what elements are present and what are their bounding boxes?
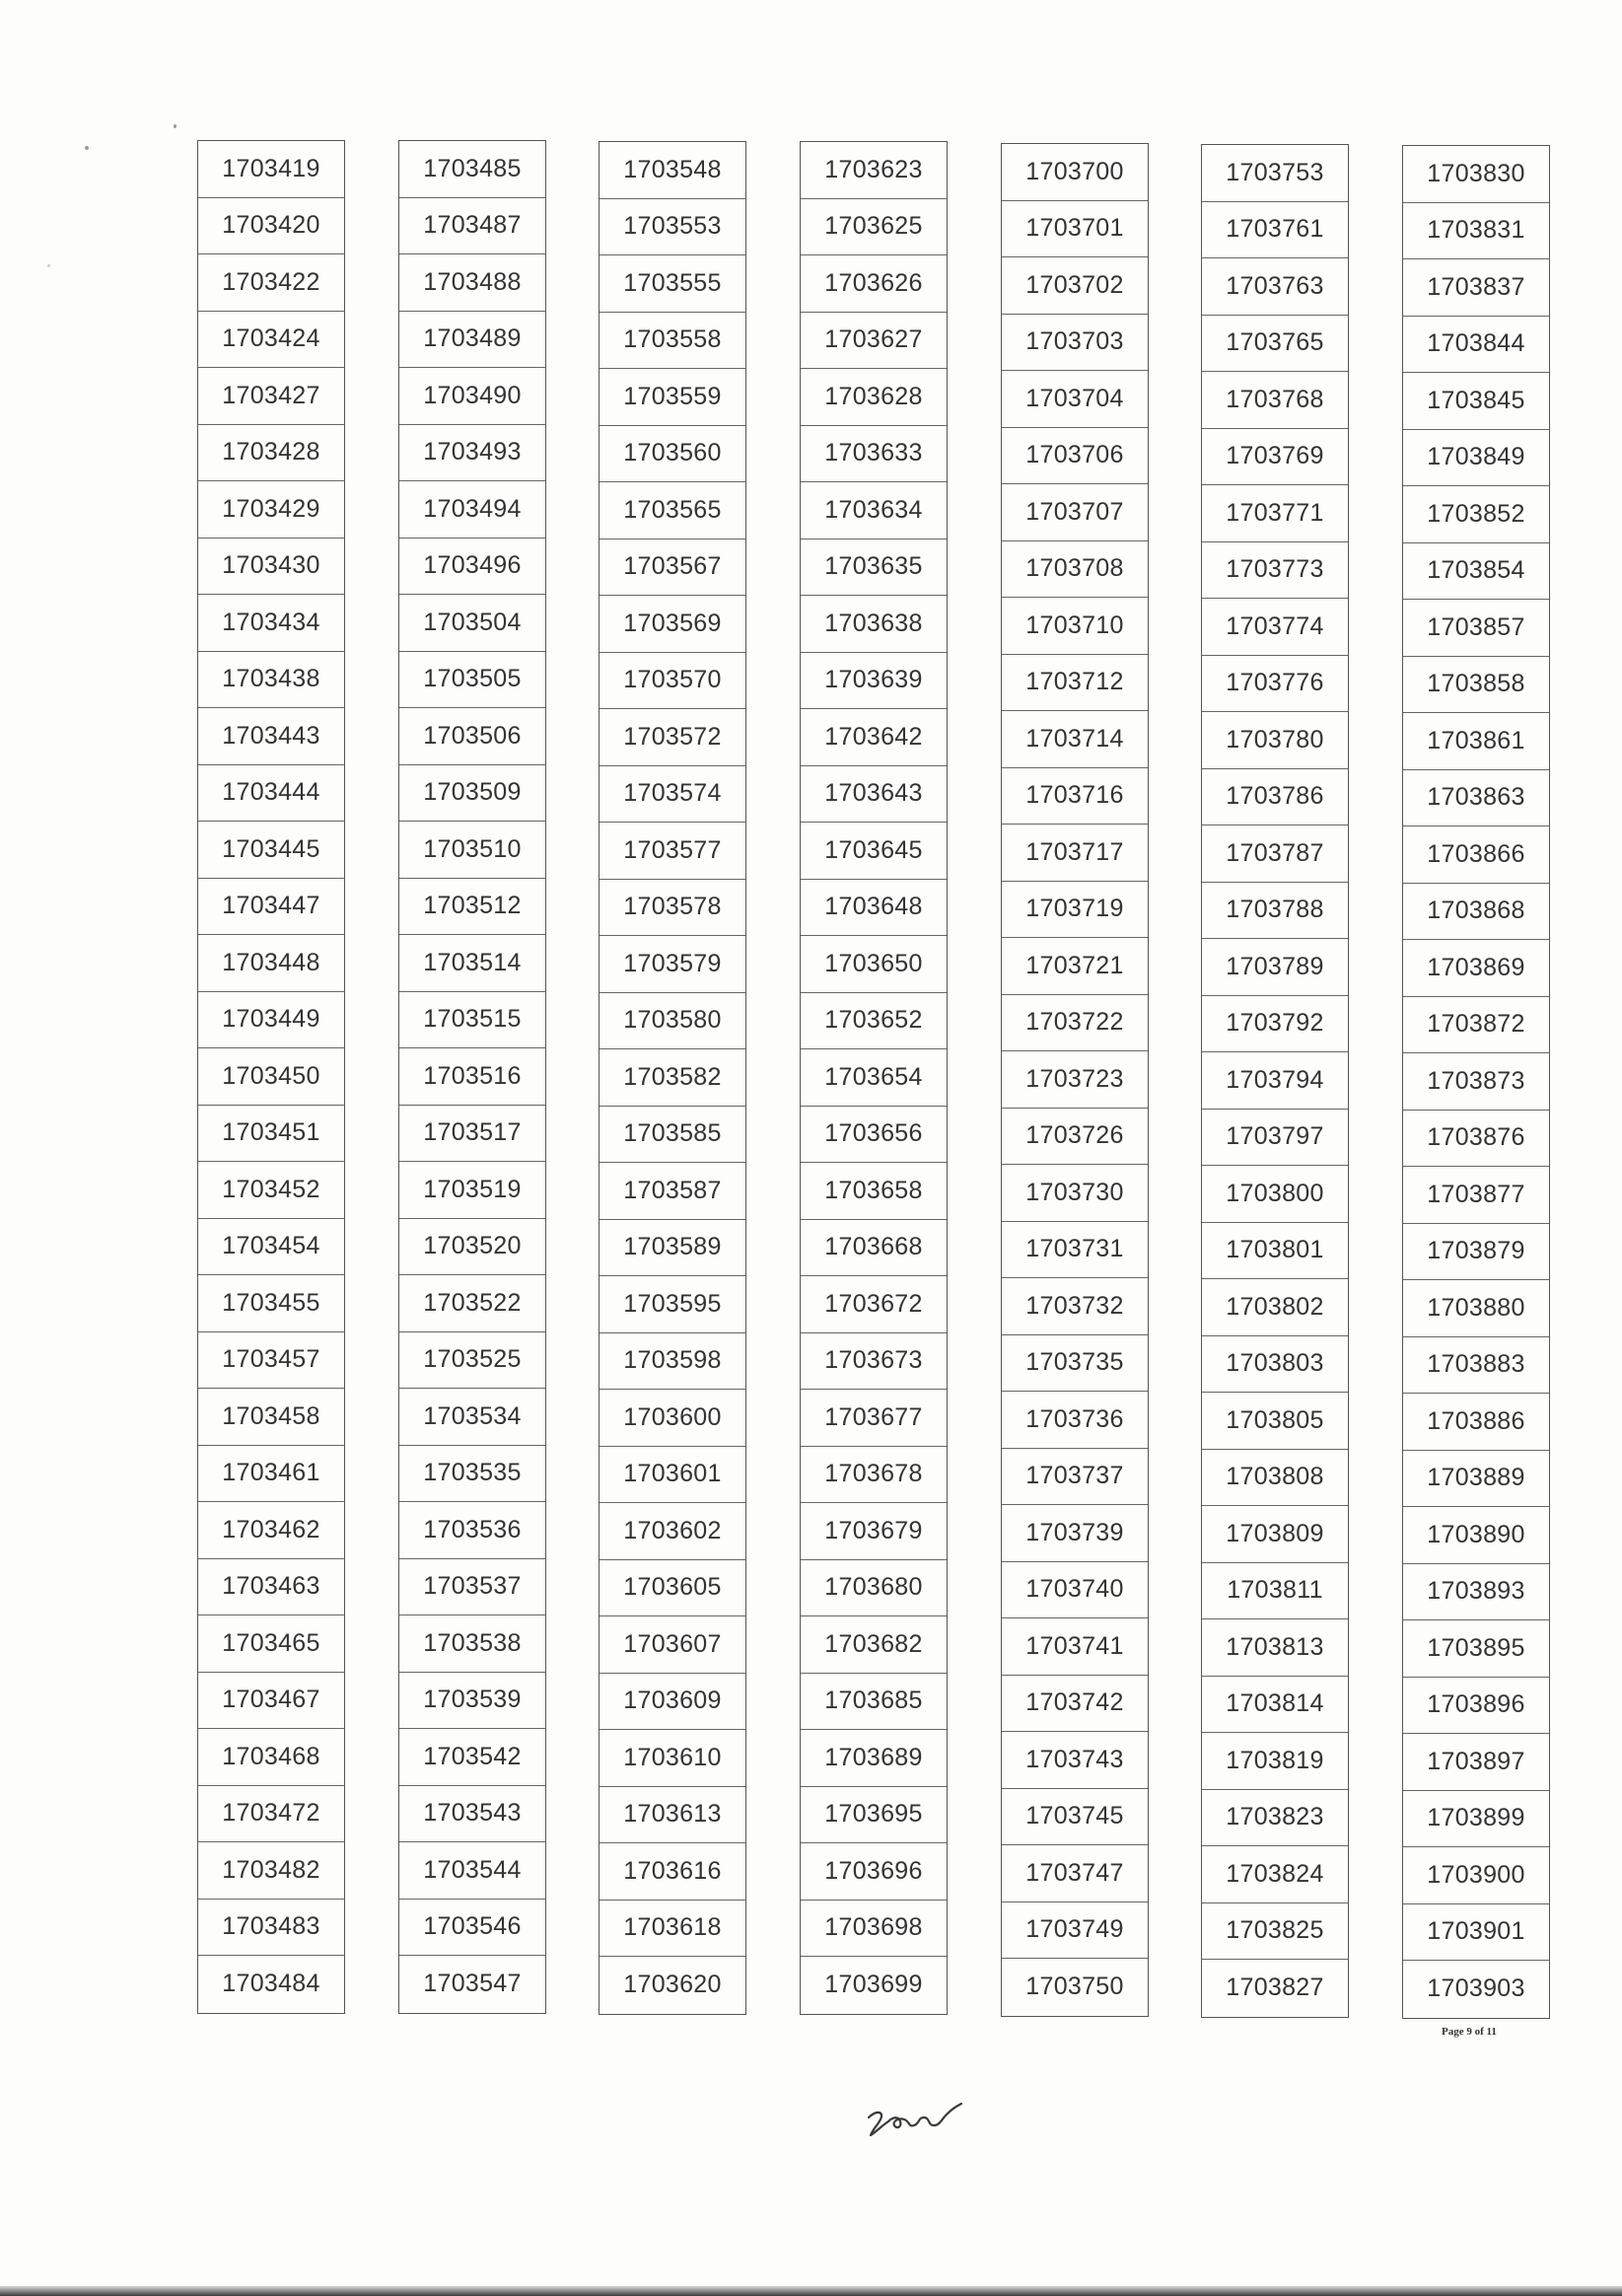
roll-number-cell: 1703710	[1002, 598, 1148, 655]
roll-number-cell: 1703569	[599, 596, 745, 653]
roll-number-cell: 1703719	[1002, 882, 1148, 939]
roll-number-cell: 1703707	[1002, 484, 1148, 541]
roll-number-cell: 1703873	[1403, 1053, 1549, 1111]
roll-number-cell: 1703645	[801, 823, 947, 880]
roll-number-cell: 1703805	[1202, 1393, 1348, 1450]
roll-number-cell: 1703737	[1002, 1449, 1148, 1506]
roll-number-cell: 1703849	[1403, 430, 1549, 487]
roll-number-cell: 1703708	[1002, 541, 1148, 599]
roll-number-cell: 1703627	[801, 313, 947, 370]
roll-number-cell: 1703510	[399, 822, 545, 879]
roll-number-cell: 1703695	[801, 1787, 947, 1844]
roll-number-cell: 1703741	[1002, 1618, 1148, 1676]
roll-number-cell: 1703610	[599, 1730, 745, 1787]
roll-number-cell: 1703787	[1202, 825, 1348, 883]
roll-number-cell: 1703721	[1002, 938, 1148, 995]
roll-number-cell: 1703809	[1202, 1506, 1348, 1563]
roll-number-cell: 1703903	[1427, 1974, 1525, 2003]
roll-number-cell: 1703678	[801, 1447, 947, 1504]
roll-number-cell: 1703643	[801, 766, 947, 824]
roll-number-cell: 1703827	[1226, 1973, 1324, 2002]
roll-number-cell: 1703449	[198, 992, 344, 1049]
roll-number-cell: 1703730	[1002, 1165, 1148, 1222]
roll-number-cell: 1703448	[198, 935, 344, 992]
roll-number-cell: 1703837	[1403, 259, 1549, 317]
roll-number-cell: 1703861	[1403, 713, 1549, 770]
roll-number-cell: 1703578	[599, 880, 745, 937]
roll-column-3	[599, 141, 746, 2015]
roll-number-cell: 1703577	[599, 823, 745, 880]
roll-number-cell: 1703749	[1002, 1902, 1148, 1960]
roll-number-cell: 1703553	[599, 199, 745, 256]
roll-number-cell: 1703504	[399, 595, 545, 652]
roll-column-7	[1402, 145, 1550, 2019]
roll-number-cell: 1703547	[423, 1970, 522, 1998]
roll-number-cell: 1703814	[1202, 1677, 1348, 1734]
roll-number-cell: 1703572	[599, 709, 745, 766]
roll-number-cell: 1703701	[1002, 201, 1148, 258]
roll-column-1	[197, 140, 345, 2014]
roll-number-cell: 1703634	[801, 482, 947, 539]
signature	[863, 2096, 971, 2145]
roll-number-cell: 1703558	[599, 313, 745, 370]
roll-number-cell: 1703823	[1202, 1790, 1348, 1847]
roll-number-cell: 1703717	[1002, 825, 1148, 882]
roll-number-cell: 1703788	[1202, 883, 1348, 940]
page-number: Page 9 of 11	[1442, 2026, 1497, 2038]
roll-number-cell: 1703487	[399, 198, 545, 255]
roll-number-cell: 1703652	[801, 993, 947, 1050]
roll-number-cell: 1703763	[1202, 258, 1348, 316]
roll-number-cell: 1703650	[801, 936, 947, 993]
roll-number-cell: 1703618	[599, 1901, 745, 1958]
roll-number-cell: 1703883	[1403, 1337, 1549, 1395]
roll-number-cell: 1703897	[1403, 1734, 1549, 1791]
roll-number-cell: 1703896	[1403, 1678, 1549, 1735]
roll-number-cell: 1703598	[599, 1333, 745, 1391]
roll-number-cell: 1703679	[801, 1503, 947, 1560]
roll-number-cell: 1703703	[1002, 315, 1148, 372]
scan-bottom-edge	[0, 2286, 1622, 2296]
roll-number-cell: 1703736	[1002, 1392, 1148, 1449]
roll-number-cell: 1703534	[399, 1389, 545, 1446]
roll-number-cell: 1703702	[1002, 257, 1148, 315]
roll-number-cell: 1703616	[599, 1843, 745, 1901]
roll-number-cell: 1703485	[399, 141, 545, 198]
roll-number-cell: 1703668	[801, 1220, 947, 1277]
roll-number-cell: 1703747	[1002, 1845, 1148, 1902]
roll-number-cell: 1703520	[399, 1219, 545, 1276]
roll-number-cell: 1703743	[1002, 1732, 1148, 1789]
roll-number-cell: 1703844	[1403, 317, 1549, 374]
roll-number-cell: 1703886	[1403, 1394, 1549, 1451]
roll-number-cell: 1703638	[801, 596, 947, 653]
roll-number-cell: 1703587	[599, 1163, 745, 1220]
roll-number-cell: 1703522	[399, 1275, 545, 1332]
roll-number-cell: 1703463	[198, 1559, 344, 1616]
roll-number-cell: 1703739	[1002, 1505, 1148, 1562]
roll-number-cell: 1703505	[399, 652, 545, 709]
roll-number-cell: 1703517	[399, 1106, 545, 1163]
roll-number-cell: 1703774	[1202, 599, 1348, 656]
roll-number-cell: 1703570	[599, 653, 745, 710]
roll-number-cell: 1703680	[801, 1560, 947, 1617]
roll-number-cell: 1703811	[1202, 1563, 1348, 1620]
roll-number-cell: 1703452	[198, 1162, 344, 1219]
roll-number-cell: 1703656	[801, 1107, 947, 1164]
roll-number-cell: 1703490	[399, 368, 545, 425]
roll-number-cell: 1703623	[801, 142, 947, 199]
roll-number-cell: 1703880	[1403, 1280, 1549, 1337]
roll-number-cell: 1703535	[399, 1446, 545, 1503]
roll-number-cell: 1703609	[599, 1674, 745, 1731]
roll-number-cell: 1703430	[198, 538, 344, 596]
roll-number-cell: 1703706	[1002, 428, 1148, 485]
scan-speck	[174, 124, 176, 128]
roll-number-cell: 1703482	[198, 1842, 344, 1900]
roll-number-cell: 1703789	[1202, 939, 1348, 996]
roll-number-cell: 1703901	[1403, 1904, 1549, 1962]
roll-number-cell: 1703685	[801, 1674, 947, 1731]
roll-number-cell: 1703771	[1202, 485, 1348, 542]
roll-number-cell: 1703544	[399, 1842, 545, 1900]
roll-number-cell: 1703465	[198, 1615, 344, 1673]
roll-number-cell: 1703830	[1403, 146, 1549, 203]
roll-number-cell: 1703696	[801, 1843, 947, 1901]
roll-number-cell: 1703574	[599, 766, 745, 824]
roll-number-cell: 1703457	[198, 1332, 344, 1390]
roll-number-cell: 1703613	[599, 1787, 745, 1844]
roll-number-cell: 1703824	[1202, 1846, 1348, 1903]
roll-number-cell: 1703472	[198, 1786, 344, 1843]
roll-number-cell: 1703723	[1002, 1051, 1148, 1109]
roll-number-cell: 1703484	[222, 1970, 320, 1998]
roll-number-cell: 1703712	[1002, 655, 1148, 712]
roll-number-cell: 1703539	[399, 1673, 545, 1730]
roll-number-cell: 1703802	[1202, 1279, 1348, 1336]
roll-number-cell: 1703698	[801, 1901, 947, 1958]
roll-number-cell: 1703434	[198, 595, 344, 652]
roll-number-cell: 1703780	[1202, 712, 1348, 769]
roll-number-cell: 1703731	[1002, 1222, 1148, 1279]
roll-number-cell: 1703625	[801, 199, 947, 256]
roll-number-cell: 1703429	[198, 481, 344, 538]
roll-number-cell: 1703716	[1002, 768, 1148, 825]
roll-number-cell: 1703516	[399, 1048, 545, 1106]
roll-number-cell: 1703509	[399, 765, 545, 823]
roll-number-cell: 1703559	[599, 369, 745, 426]
roll-number-cell: 1703773	[1202, 542, 1348, 600]
roll-number-cell: 1703488	[399, 254, 545, 312]
roll-number-cell: 1703769	[1202, 429, 1348, 486]
roll-number-cell: 1703876	[1403, 1111, 1549, 1168]
roll-number-cell: 1703714	[1002, 711, 1148, 768]
roll-column-2	[398, 140, 546, 2014]
roll-number-cell: 1703458	[198, 1389, 344, 1446]
roll-number-cell: 1703890	[1403, 1507, 1549, 1564]
roll-number-cell: 1703607	[599, 1616, 745, 1674]
roll-number-cell: 1703742	[1002, 1676, 1148, 1733]
roll-number-cell: 1703420	[198, 198, 344, 255]
roll-number-cell: 1703512	[399, 879, 545, 936]
roll-number-cell: 1703682	[801, 1616, 947, 1674]
roll-number-cell: 1703633	[801, 426, 947, 483]
roll-number-cell: 1703673	[801, 1333, 947, 1391]
roll-number-cell: 1703602	[599, 1503, 745, 1560]
roll-number-cell: 1703560	[599, 426, 745, 483]
roll-number-cell: 1703854	[1403, 543, 1549, 601]
roll-number-cell: 1703519	[399, 1162, 545, 1219]
roll-number-cell: 1703626	[801, 255, 947, 313]
roll-number-cell: 1703546	[399, 1900, 545, 1957]
roll-number-cell: 1703639	[801, 653, 947, 710]
roll-number-cell: 1703792	[1202, 996, 1348, 1053]
roll-number-cell: 1703536	[399, 1502, 545, 1559]
roll-number-cell: 1703525	[399, 1332, 545, 1390]
roll-number-cell: 1703753	[1202, 145, 1348, 202]
roll-number-cell: 1703443	[198, 708, 344, 765]
roll-number-cell: 1703825	[1202, 1903, 1348, 1961]
roll-number-cell: 1703672	[801, 1276, 947, 1333]
roll-number-cell: 1703461	[198, 1446, 344, 1503]
roll-number-cell: 1703648	[801, 880, 947, 937]
roll-number-cell: 1703445	[198, 822, 344, 879]
roll-number-cell: 1703750	[1025, 1973, 1124, 2001]
roll-number-cell: 1703845	[1403, 373, 1549, 430]
roll-number-cell: 1703595	[599, 1276, 745, 1333]
roll-number-cell: 1703801	[1202, 1223, 1348, 1280]
roll-number-cell: 1703803	[1202, 1336, 1348, 1394]
roll-number-cell: 1703895	[1403, 1620, 1549, 1678]
roll-number-cell: 1703468	[198, 1729, 344, 1786]
roll-number-cell: 1703745	[1002, 1789, 1148, 1846]
roll-number-cell: 1703704	[1002, 371, 1148, 428]
roll-number-cell: 1703542	[399, 1729, 545, 1786]
roll-number-cell: 1703735	[1002, 1335, 1148, 1393]
roll-number-cell: 1703422	[198, 254, 344, 312]
roll-number-cell: 1703808	[1202, 1450, 1348, 1507]
roll-number-cell: 1703765	[1202, 316, 1348, 373]
roll-number-cell: 1703857	[1403, 600, 1549, 657]
roll-column-6	[1201, 144, 1349, 2018]
roll-number-cell: 1703454	[198, 1219, 344, 1276]
roll-number-cell: 1703761	[1202, 202, 1348, 259]
roll-number-cell: 1703580	[599, 993, 745, 1050]
roll-number-cell: 1703699	[824, 1971, 923, 1999]
roll-number-cell: 1703455	[198, 1275, 344, 1332]
roll-number-cell: 1703579	[599, 936, 745, 993]
roll-number-cell: 1703800	[1202, 1166, 1348, 1223]
roll-number-cell: 1703483	[198, 1900, 344, 1957]
roll-number-cell: 1703589	[599, 1220, 745, 1277]
roll-number-cell: 1703438	[198, 652, 344, 709]
roll-number-cell: 1703565	[599, 482, 745, 539]
roll-column-5	[1001, 143, 1149, 2017]
roll-number-cell: 1703605	[599, 1560, 745, 1617]
roll-number-cell: 1703582	[599, 1049, 745, 1107]
roll-number-cell: 1703869	[1403, 940, 1549, 997]
roll-number-cell: 1703555	[599, 255, 745, 313]
roll-number-cell: 1703797	[1202, 1110, 1348, 1167]
roll-number-cell: 1703786	[1202, 769, 1348, 826]
roll-number-cell: 1703877	[1403, 1167, 1549, 1224]
roll-number-cell: 1703450	[198, 1048, 344, 1106]
roll-number-cell: 1703447	[198, 879, 344, 936]
roll-number-cell: 1703889	[1403, 1451, 1549, 1508]
roll-number-cell: 1703451	[198, 1106, 344, 1163]
roll-number-cell: 1703879	[1403, 1224, 1549, 1281]
roll-number-cell: 1703493	[399, 425, 545, 482]
roll-number-cell: 1703776	[1202, 656, 1348, 713]
roll-number-cell: 1703444	[198, 765, 344, 823]
roll-number-cell: 1703852	[1403, 486, 1549, 543]
roll-number-cell: 1703677	[801, 1390, 947, 1447]
roll-number-cell: 1703732	[1002, 1278, 1148, 1335]
roll-number-cell: 1703427	[198, 368, 344, 425]
roll-number-cell: 1703462	[198, 1502, 344, 1559]
roll-number-cell: 1703585	[599, 1107, 745, 1164]
roll-number-cell: 1703537	[399, 1559, 545, 1616]
roll-number-cell: 1703543	[399, 1786, 545, 1843]
roll-number-cell: 1703467	[198, 1673, 344, 1730]
roll-number-cell: 1703642	[801, 709, 947, 766]
scan-speck	[47, 264, 50, 267]
roll-number-cell: 1703866	[1403, 826, 1549, 884]
scan-speck	[85, 146, 89, 150]
roll-number-cell: 1703654	[801, 1049, 947, 1107]
roll-number-cell: 1703893	[1403, 1564, 1549, 1621]
roll-number-cell: 1703872	[1403, 997, 1549, 1054]
roll-number-cell: 1703900	[1403, 1847, 1549, 1904]
roll-column-4	[800, 141, 948, 2015]
roll-number-cell: 1703726	[1002, 1109, 1148, 1166]
roll-number-cell: 1703424	[198, 312, 344, 369]
roll-number-cell: 1703700	[1002, 144, 1148, 201]
roll-number-cell: 1703601	[599, 1447, 745, 1504]
roll-number-cell: 1703515	[399, 992, 545, 1049]
roll-number-cell: 1703813	[1202, 1619, 1348, 1677]
roll-number-cell: 1703858	[1403, 657, 1549, 714]
roll-number-cell: 1703768	[1202, 372, 1348, 429]
roll-number-cell: 1703863	[1403, 770, 1549, 827]
roll-number-cell: 1703567	[599, 539, 745, 597]
roll-number-cell: 1703628	[801, 369, 947, 426]
roll-number-cell: 1703722	[1002, 995, 1148, 1052]
roll-number-cell: 1703496	[399, 538, 545, 596]
roll-number-cell: 1703635	[801, 539, 947, 597]
roll-number-cell: 1703868	[1403, 884, 1549, 941]
roll-number-cell: 1703419	[198, 141, 344, 198]
roll-number-cell: 1703600	[599, 1390, 745, 1447]
roll-number-cell: 1703819	[1202, 1733, 1348, 1790]
roll-number-cell: 1703658	[801, 1163, 947, 1220]
roll-number-cell: 1703494	[399, 481, 545, 538]
roll-number-cell: 1703740	[1002, 1562, 1148, 1619]
roll-number-cell: 1703538	[399, 1615, 545, 1673]
roll-number-cell: 1703514	[399, 935, 545, 992]
roll-number-cell: 1703620	[623, 1971, 722, 1999]
roll-number-cell: 1703489	[399, 312, 545, 369]
roll-number-cell: 1703899	[1403, 1791, 1549, 1848]
roll-number-cell: 1703506	[399, 708, 545, 765]
roll-number-cell: 1703831	[1403, 203, 1549, 260]
roll-number-cell: 1703794	[1202, 1052, 1348, 1110]
roll-number-cell: 1703428	[198, 425, 344, 482]
roll-number-cell: 1703548	[599, 142, 745, 199]
roll-number-cell: 1703689	[801, 1730, 947, 1787]
